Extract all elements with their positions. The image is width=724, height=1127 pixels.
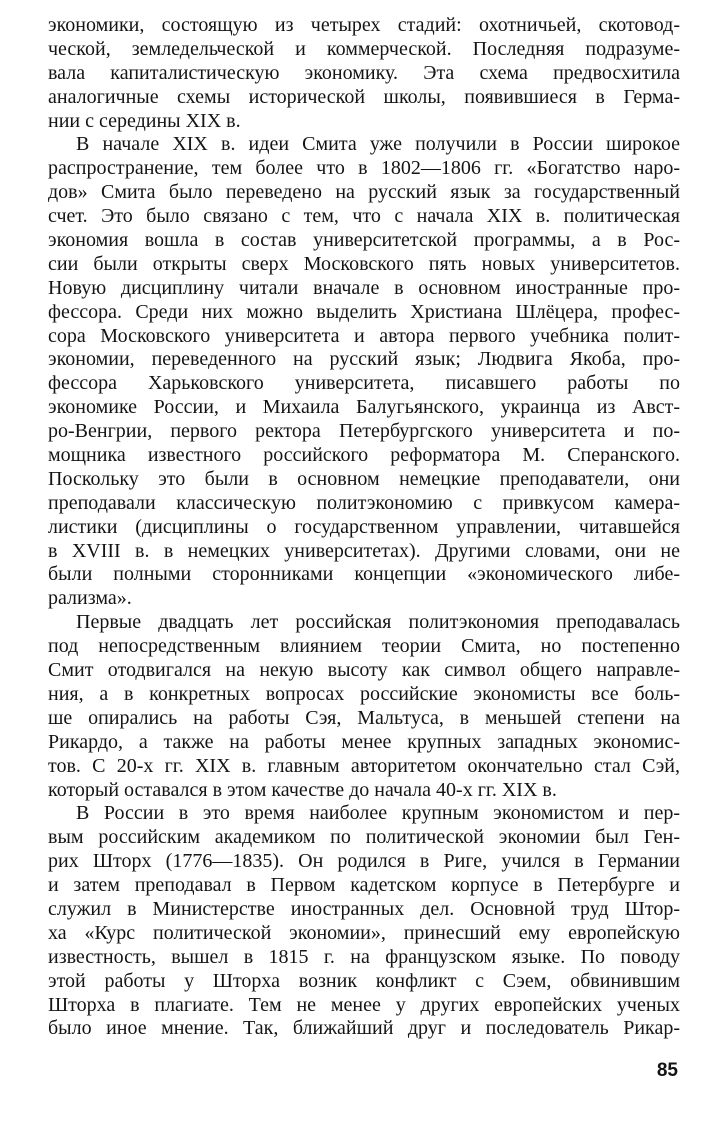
text-line: Поскольку это были в основном немецкие преподаватели, они [48,467,680,490]
text-line: были полными сторонниками концепции «экономического либе- [48,563,680,586]
text-line: в XVIII в. в немецких университетах). Другими словами, они не [48,539,680,562]
page-text [48,14,680,1041]
text-line: распространение, тем более что в 1802—1806 гг. «Богатство наро- [48,157,680,180]
page-number: 85 [656,1060,678,1081]
text-line: ро-Венгрии, первого ректора Петербургского университета и по- [48,420,680,443]
text-line: В начале XIX в. идеи Смита уже получили в России широкое [76,133,680,156]
text-line: Первые двадцать лет российская политэкономия преподавалась [76,611,680,634]
paragraph-1 [48,14,680,133]
text-line: ческой, земледельческой и коммерческой. Последняя подразуме- [48,37,680,60]
text-line: ния, а в конкретных вопросах российские экономисты все боль- [48,682,680,705]
text-line: рих Шторх (1776—1835). Он родился в Риге, учился в Германии [48,850,680,873]
paragraph-2 [48,133,680,611]
text-line: экономия вошла в состав университетской программы, а в Рос- [48,229,680,252]
text-line: аналогичные схемы исторической школы, появившиеся в Герма- [48,85,680,108]
text-line: ше опирались на работы Сэя, Мальтуса, в меньшей степени на [48,706,680,729]
text-line: экономии, переведенного на русский язык; Людвига Якоба, про- [48,348,680,371]
text-line: дов» Смита было переведено на русский язык за государственный [48,181,680,204]
text-line: В России в это время наиболее крупным экономистом и пер- [76,802,680,825]
text-line: Рикардо, а также на работы менее крупных западных экономис- [48,730,680,753]
text-line: ха «Курс политической экономии», принесший ему европейскую [48,921,680,944]
text-line: преподавали классическую политэкономию с привкусом камера- [48,491,680,514]
text-line: счет. Это было связано с тем, что с начала XIX в. политическая [48,205,680,228]
text-line: и затем преподавал в Первом кадетском корпусе в Петербурге и [48,874,680,897]
text-line: было иное мнение. Так, ближайший друг и последователь Рикар- [48,1017,680,1040]
text-line: листики (дисциплины о государственном управлении, читавшейся [48,515,680,538]
text-line: рализма». [48,587,132,610]
text-line: экономике России, и Михаила Балугьянского, украинца из Авст- [48,396,680,419]
text-line: служил в Министерстве иностранных дел. Основной труд Штор- [48,897,680,920]
paragraph-3 [48,611,680,802]
text-line: этой работы у Шторха возник конфликт с Сэем, обвинившим [48,969,680,992]
text-line: известность, вышел в 1815 г. на французском языке. По поводу [48,945,680,968]
text-line: вым российским академиком по политической экономии был Ген- [48,826,680,849]
text-line: который оставался в этом качестве до начала 40-х гг. XIX в. [48,778,557,801]
text-line: вала капиталистическую экономику. Эта схема предвосхитила [48,61,680,84]
text-line: Смит отодвигался на некую высоту как символ общего направле- [48,659,680,682]
text-line: под непосредственным влиянием теории Смита, но постепенно [48,635,680,658]
text-line: Шторха в плагиате. Тем не менее у других европейских ученых [48,993,680,1016]
text-line: экономики, состоящую из четырех стадий: охотничьей, скотовод- [48,14,680,36]
text-line: фессора. Среди них можно выделить Христиана Шлёцера, профес- [48,300,680,323]
text-line: нии с середины XIX в. [48,109,241,132]
paragraph-4 [48,802,680,1041]
text-line: фессора Харьковского университета, писавшего работы по [48,372,680,395]
text-line: сора Московского университета и автора первого учебника полит- [48,324,680,347]
text-line: сии были открыты сверх Московского пять новых университетов. [48,252,680,275]
text-line: Новую дисциплину читали вначале в основном иностранные про- [48,276,680,299]
text-line: тов. С 20-х гг. XIX в. главным авторитетом окончательно стал Сэй, [48,754,680,777]
text-line: мощника известного российского реформатора М. Сперанского. [48,444,680,467]
